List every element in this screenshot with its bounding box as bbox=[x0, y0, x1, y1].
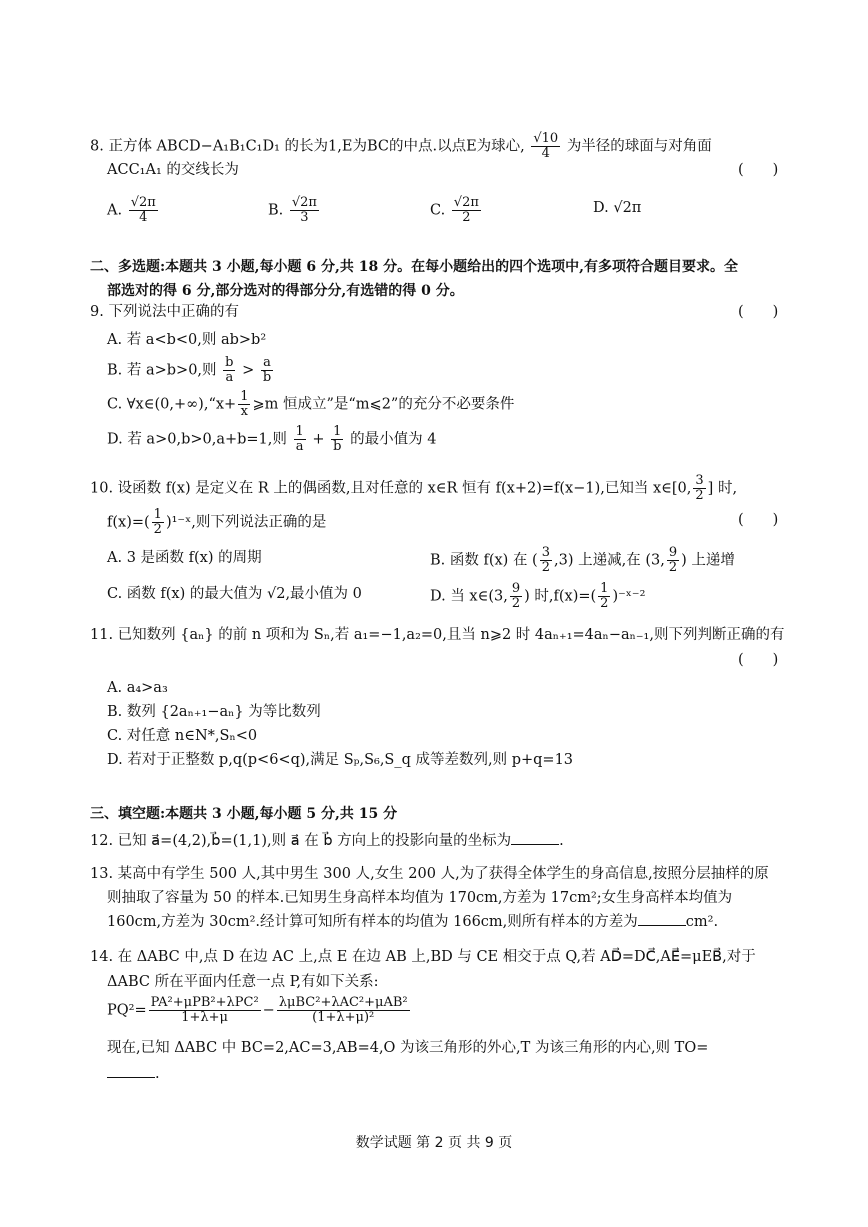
q10-stem-line1: 10. 设函数 f(x) 是定义在 R 上的偶函数,且对任意的 x∈R 恒有 f(x+2)=f(x−1),已知当 x∈[0, $\frac{3}{2}$ ] 时, bbox=[90, 473, 738, 503]
q9-option-d: D. 若 a>0,b>0,a+b=1,则 $\frac{1}{a}$ + $\frac{1}{b}$ 的最小值为 4 bbox=[107, 424, 437, 454]
q9-option-b: B. 若 a>b>0,则 $\frac{b}{a}$ > $\frac{a}{b}$ bbox=[107, 355, 272, 385]
q14-answer-blank bbox=[107, 1065, 155, 1078]
q13-line3: 160cm,方差为 30cm².经计算可知所有样本的均值为 166cm,则所有样本的方差为 cm². bbox=[107, 914, 719, 930]
q13-answer-blank bbox=[638, 913, 686, 926]
q8-stem-line2: ACC₁A₁ 的交线长为 bbox=[107, 162, 239, 178]
q11-stem: 11. 已知数列 {aₙ} 的前 n 项和为 Sₙ,若 a₁=−1,a₂=0,且当 n⩾2 时 4aₙ₊₁=4aₙ−aₙ₋₁,则下列判断正确的有 bbox=[90, 627, 785, 643]
section2-heading-line1: 二、多选题:本题共 3 小题,每小题 6 分,共 18 分。在每小题给出的四个选项中,有多项符合题目要求。全 bbox=[90, 259, 738, 275]
q12-answer-blank bbox=[511, 832, 559, 845]
q11-option-d: D. 若对于正整数 p,q(p<6<q),满足 Sₚ,S₆,S_q 成等差数列,则 p+q=13 bbox=[107, 752, 574, 768]
q12-stem: 12. 已知 a⃗=(4,2),b⃗=(1,1),则 a⃗ 在 b⃗ 方向上的投影向量的坐标为 . bbox=[90, 833, 564, 849]
section2-heading-line2: 部选对的得 6 分,部分选对的得部分分,有选错的得 0 分。 bbox=[107, 283, 464, 299]
section3-heading: 三、填空题:本题共 3 小题,每小题 5 分,共 15 分 bbox=[90, 806, 398, 822]
q10-option-a: A. 3 是函数 f(x) 的周期 bbox=[107, 550, 262, 566]
q10-option-b: B. 函数 f(x) 在 ( $\frac{3}{2}$ ,3) 上递减,在 (3, $\frac{9}{2}$ ) 上递增 bbox=[430, 545, 735, 575]
q14-formula: PQ²= $\frac{\text{PA²+μPB²+λPC²}}{1+\lambda+\mu}$ − $\frac{\text{λμBC²+λAC²+μAB²}}{\text{(1+λ+μ)²}}$ bbox=[107, 995, 408, 1025]
q11-option-b: B. 数列 {2aₙ₊₁−aₙ} 为等比数列 bbox=[107, 704, 321, 720]
q11-answer-paren: ( ) bbox=[738, 652, 779, 668]
q8-option-b: B. $\frac{√2\pi}{3}$ bbox=[268, 195, 317, 225]
q9-option-c: C. ∀x∈(0,+∞),“x+ $\frac{1}{x}$ ⩾m 恒成立”是“m⩽2”的充分不必要条件 bbox=[107, 389, 515, 419]
q9-option-a: A. 若 a<b<0,则 ab>b² bbox=[107, 332, 267, 348]
q14-line2: ΔABC 所在平面内任意一点 P,有如下关系: bbox=[107, 974, 379, 990]
q10-option-d: D. 当 x∈(3, $\frac{9}{2}$ ) 时,f(x)=( $\frac{1}{2}$ )⁻ˣ⁻² bbox=[430, 581, 646, 611]
q10-option-c: C. 函数 f(x) 的最大值为 √2,最小值为 0 bbox=[107, 586, 362, 602]
q9-stem: 9. 下列说法中正确的有 bbox=[90, 304, 239, 320]
q14-line4: 现在,已知 ΔABC 中 BC=2,AC=3,AB=4,O 为该三角形的外心,T 为该三角形的内心,则 TO= bbox=[107, 1040, 709, 1056]
q8-stem-line1: 8. 正方体 ABCD−A₁B₁C₁D₁ 的长为1,E为BC的中点.以点E为球心, $\frac{√10}{4}$ 为半径的球面与对角面 bbox=[90, 131, 712, 161]
q11-option-a: A. a₄>a₃ bbox=[107, 680, 168, 696]
q8-option-c: C. $\frac{√2\pi}{2}$ bbox=[430, 195, 479, 225]
q14-line1: 14. 在 ΔABC 中,点 D 在边 AC 上,点 E 在边 AB 上,BD 与 CE 相交于点 Q,若 AD⃗=DC⃗,AE⃗=μEB⃗,对于 bbox=[90, 949, 756, 965]
page-footer: 数学试题 第 2 页 共 9 页 bbox=[355, 1135, 513, 1151]
q8-answer-paren: ( ) bbox=[738, 162, 779, 178]
q13-line1: 13. 某高中有学生 500 人,其中男生 300 人,女生 200 人,为了获得全体学生的身高信息,按照分层抽样的原 bbox=[90, 866, 769, 882]
q10-stem-line2: f(x)=( $\frac{1}{2}$ )¹⁻ˣ,则下列说法正确的是 bbox=[107, 507, 327, 537]
q8-option-d: D. √2π bbox=[593, 200, 642, 216]
q14-line5: . bbox=[107, 1062, 160, 1086]
q8-option-a: A. $\frac{√2\pi}{4}$ bbox=[107, 195, 156, 225]
q13-line2: 则抽取了容量为 50 的样本.已知男生身高样本均值为 170cm,方差为 17cm²;女生身高样本均值为 bbox=[107, 890, 733, 906]
q11-option-c: C. 对任意 n∈N*,Sₙ<0 bbox=[107, 728, 258, 744]
q8-radius-fraction: $\frac{√10}{4}$ bbox=[533, 131, 559, 161]
q10-answer-paren: ( ) bbox=[738, 512, 779, 528]
q9-answer-paren: ( ) bbox=[738, 304, 779, 320]
